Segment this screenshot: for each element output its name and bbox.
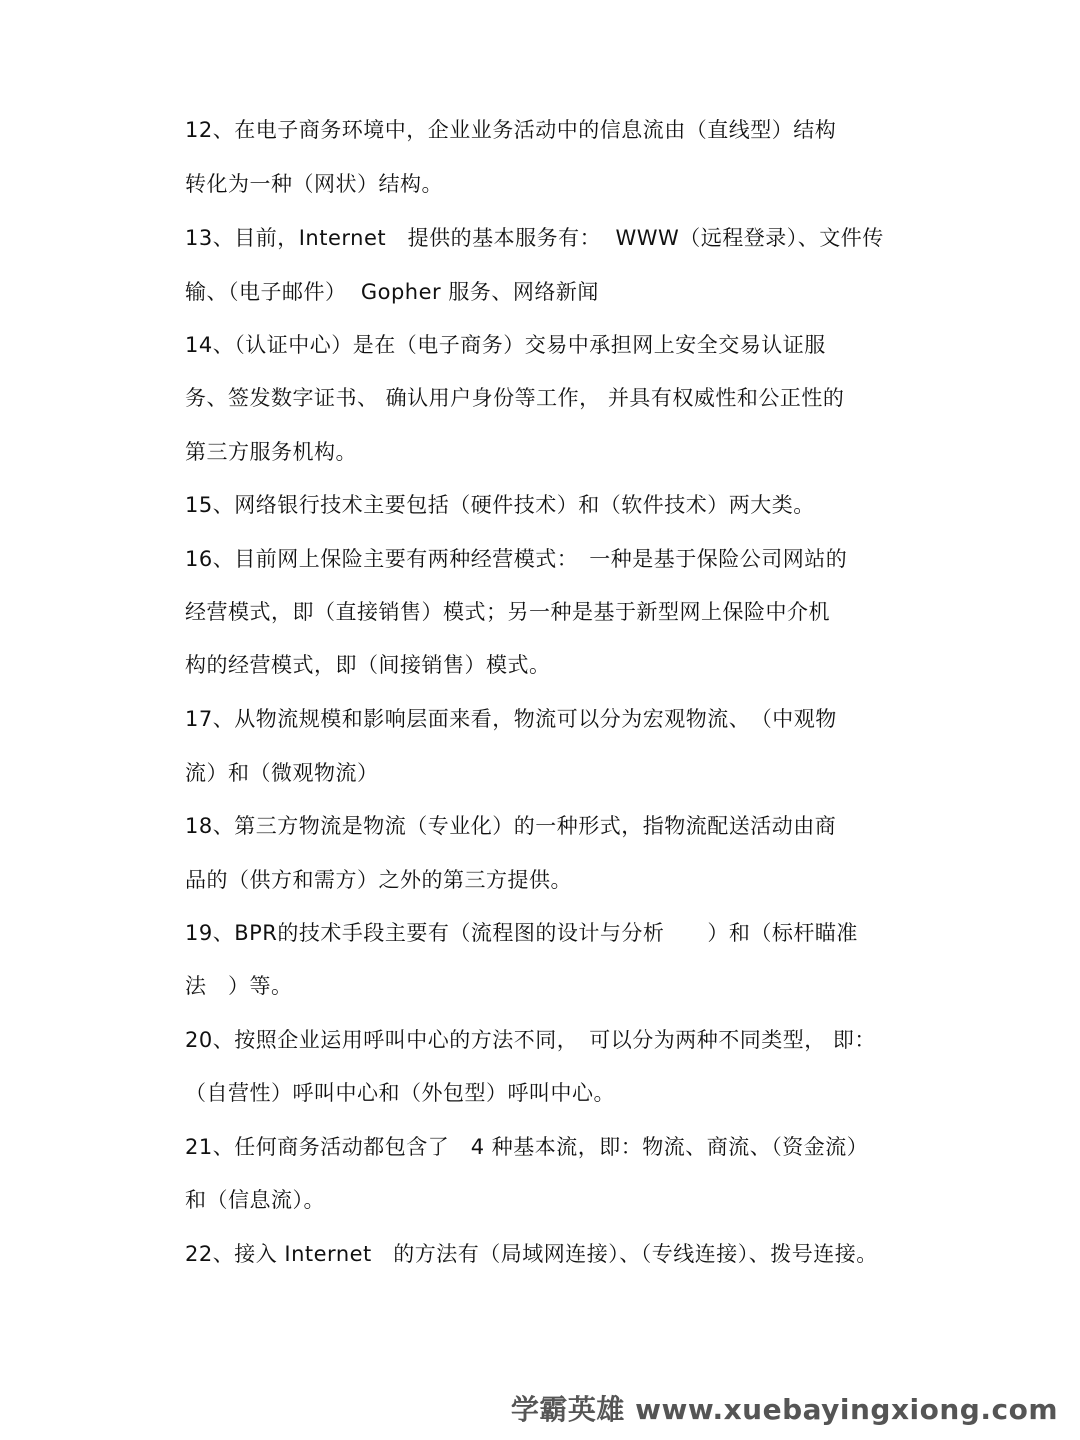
text-line: 12、在电子商务环境中，企业业务活动中的信息流由（直线型）结构 (185, 118, 837, 142)
text-line: 构的经营模式，即（间接销售）模式。 (185, 653, 551, 677)
text-line: 品的（供方和需方）之外的第三方提供。 (185, 868, 572, 892)
text-line: 16、目前网上保险主要有两种经营模式： 一种是基于保险公司网站的 (185, 547, 848, 571)
text-line: 17、从物流规模和影响层面来看，物流可以分为宏观物流、 （中观物 (185, 707, 837, 731)
watermark: 学霸英雄 www.xuebayingxiong.com (510, 1393, 1058, 1426)
text-line: （自营性）呼叫中心和（外包型）呼叫中心。 (185, 1081, 615, 1105)
text-line: 21、任何商务活动都包含了 4 种基本流，即：物流、商流、（资金流） (185, 1135, 869, 1159)
text-line: 13、目前，Internet 提供的基本服务有： WWW（远程登录）、文件传 (185, 226, 884, 250)
text-line: 务、签发数字证书、 确认用户身份等工作， 并具有权威性和公正性的 (185, 386, 845, 410)
text-line: 19、BPR的技术手段主要有（流程图的设计与分析 ）和（标杆瞄准 (185, 921, 858, 945)
text-line: 15、网络银行技术主要包括（硬件技术）和（软件技术）两大类。 (185, 493, 815, 517)
text-line: 法 ）等。 (185, 974, 293, 998)
text-line: 流）和（微观物流） (185, 761, 379, 785)
text-line: 和（信息流）。 (185, 1188, 325, 1212)
text-line: 18、第三方物流是物流（专业化）的一种形式，指物流配送活动由商 (185, 814, 837, 838)
text-line: 14、（认证中心）是在（电子商务）交易中承担网上安全交易认证服 (185, 333, 826, 357)
text-line: 转化为一种（网状）结构。 (185, 172, 443, 196)
text-line: 经营模式，即（直接销售）模式；另一种是基于新型网上保险中介机 (185, 600, 830, 624)
text-line: 第三方服务机构。 (185, 440, 357, 464)
text-line: 22、接入 Internet 的方法有（局域网连接）、（专线连接）、拨号连接。 (185, 1242, 878, 1266)
text-line: 输、（电子邮件） Gopher 服务、网络新闻 (185, 280, 599, 304)
text-line: 20、按照企业运用呼叫中心的方法不同， 可以分为两种不同类型， 即： (185, 1028, 876, 1052)
